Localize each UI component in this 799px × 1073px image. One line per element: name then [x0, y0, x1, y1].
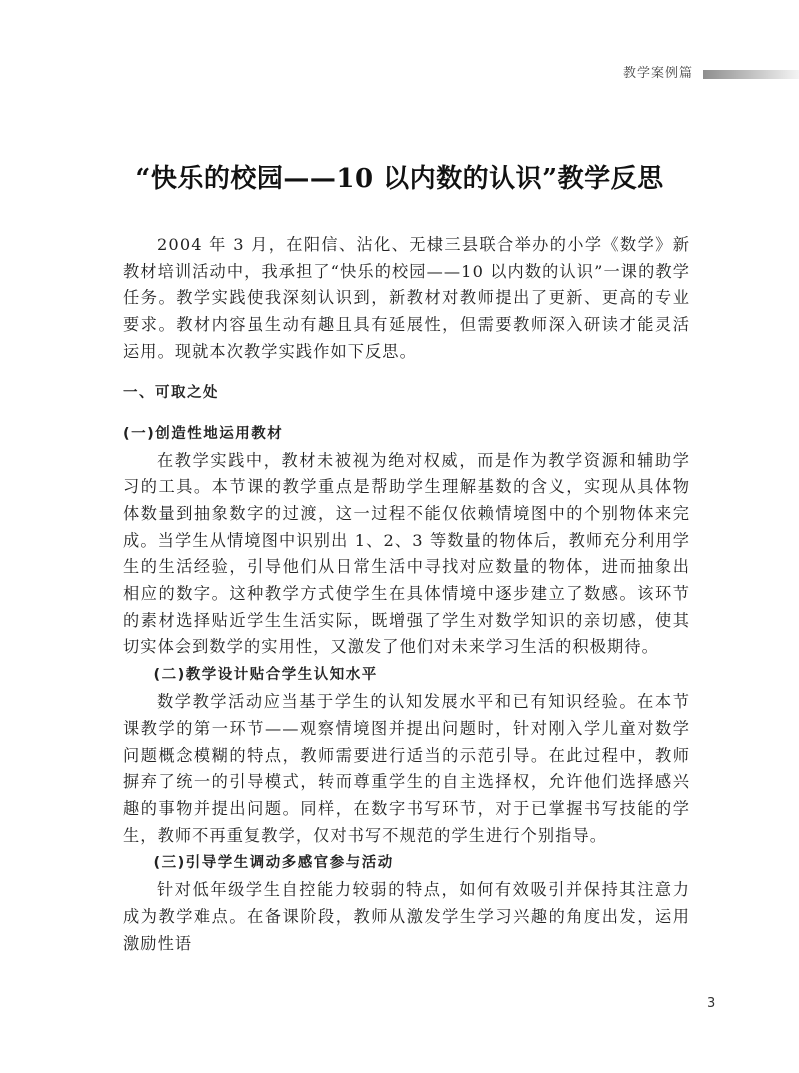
running-head [0, 64, 799, 84]
running-head-section: 教学案例篇 [623, 66, 694, 81]
subsection-heading: (二)教学设计贴合学生认知水平 [153, 667, 378, 684]
subsection-heading: (一)创造性地运用教材 [123, 425, 284, 442]
subsection-heading: (三)引导学生调动多感官参与活动 [153, 855, 394, 872]
section-heading: 一、可取之处 [123, 384, 219, 401]
subsection-paragraph: 针对低年级学生自控能力较弱的特点，如何有效吸引并保持其注意力成为教学难点。在备课阶段，教师从激发学生学习兴趣的角度出发，运用激励性语 [123, 880, 690, 953]
subsection-paragraph: 在教学实践中，教材未被视为绝对权威，而是作为教学资源和辅助学习的工具。本节课的教学重点是帮助学生理解基数的含义，实现从具体物体数量到抽象数字的过渡，这一过程不能仅依赖情境图中的个别物体来完成。当学生从情境图中识别出 1、2、3 等数量的物体后，教师充分利用学生的生活经验，引导他们从日常生活中寻找对应数量的物体，进而抽象出相应的数字。这种教学方式使学生在具体情境中逐步建立了数感。该环节的素材选择贴近学生生活实际，既增强了学生对数学知识的亲切感，使其切实体会到数学的实用性，又激发了他们对未来学习生活的积极期待。 [123, 450, 690, 657]
subsection-paragraph: 数学教学活动应当基于学生的认知发展水平和已有知识经验。在本节课教学的第一环节——观察情境图并提出问题时，针对刚入学儿童对数学问题概念模糊的特点，教师需要进行适当的示范引导。在此过程中，教师摒弃了统一的引导模式，转而尊重学生的自主选择权，允许他们选择感兴趣的事物并提出问题。同样，在数字书写环节，对于已掌握书写技能的学生，教师不再重复教学，仅对书写不规范的学生进行个别指导。 [123, 692, 690, 845]
intro-paragraph: 2004 年 3 月，在阳信、沾化、无棣三县联合举办的小学《数学》新教材培训活动中，我承担了“快乐的校园——10 以内数的认识”一课的教学任务。教学实践使我深刻认识到，新教材对教师提出了更新、更高的专业要求。教材内容虽生动有趣且具有延展性，但需要教师深入研读才能灵活运用。现就本次教学实践作如下反思。 [123, 235, 690, 361]
article-body [123, 232, 690, 957]
page-number: 3 [707, 996, 716, 1011]
running-head-bar [703, 70, 799, 79]
page-title: “快乐的校园——10 以内数的认识”教学反思 [135, 164, 664, 194]
